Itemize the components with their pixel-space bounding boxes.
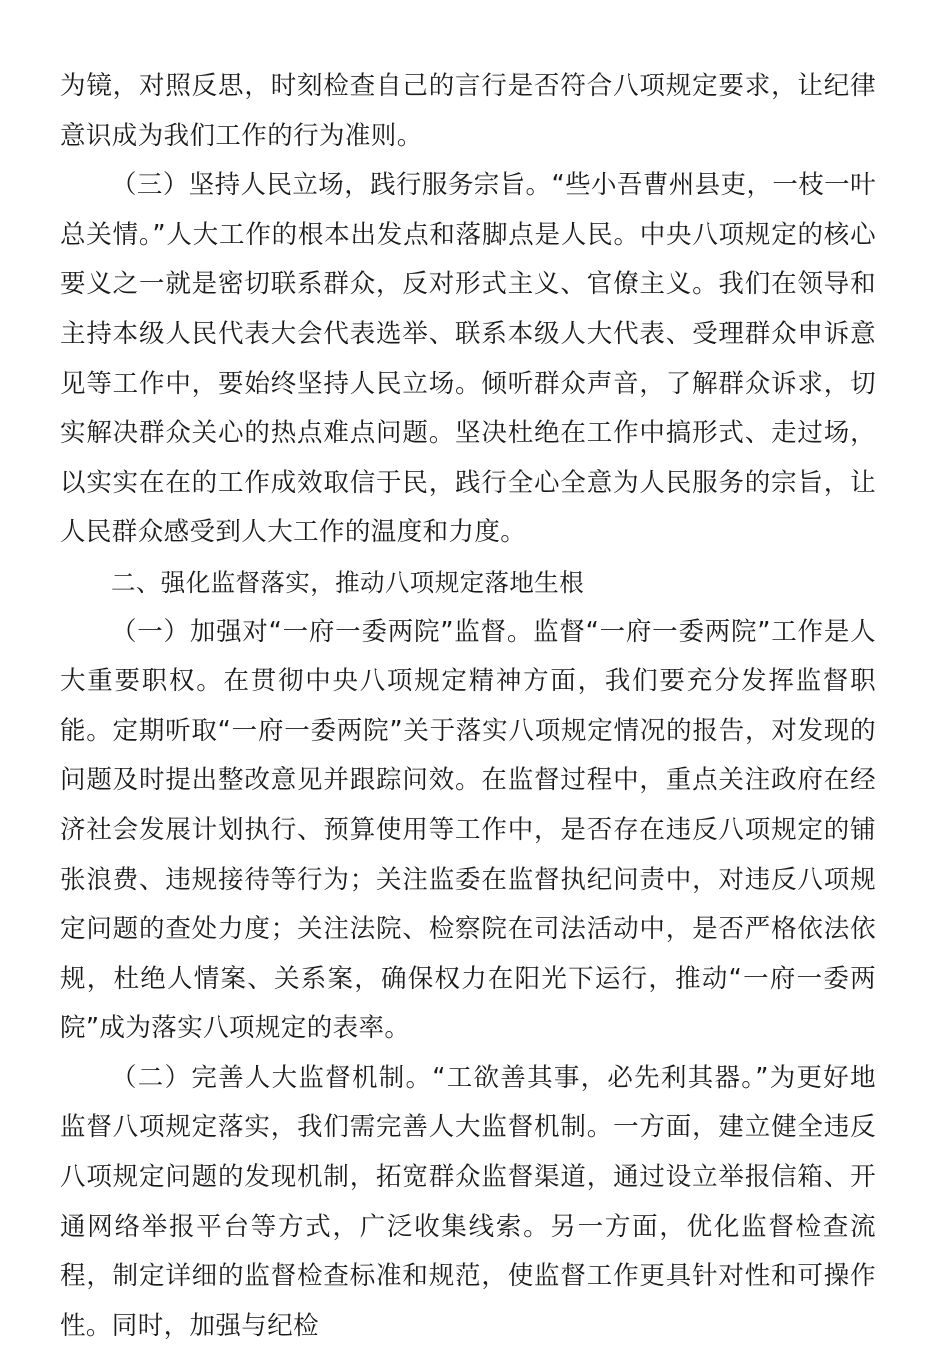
paragraph-continuation: 为镜，对照反思，时刻检查自己的言行是否符合八项规定要求，让纪律意识成为我们工作的行为准则。 — [60, 71, 876, 151]
section-heading-two: 二、强化监督落实，推动八项规定落地生根 — [111, 567, 585, 597]
paragraph-subsection-one: （一）加强对“一府一委两院”监督。监督“一府一委两院”工作是人大重要职权。在贯彻中央八项规定精神方面，我们要充分发挥监督职能。定期听取“一府一委两院”关于落实八项规定情况的报告，对发现的问题及时提出整改意见并跟踪问效。在监督过程中，重点关注政府在经济社会发展计划执行、预算使用等工作中，是否存在违反八项规定的铺张浪费、违规接待等行为；关注监委在监督执纪问责中，对违反八项规定问题的查处力度；关注法院、检察院在司法活动中，是否严格依法依规，杜绝人情案、关系案，确保权力在阳光下运行，推动“一府一委两院”成为落实八项规定的表率。 — [60, 616, 876, 1044]
paragraph-section-three: （三）坚持人民立场，践行服务宗旨。“些小吾曹州县吏，一枝一叶总关情。”人大工作的根本出发点和落脚点是人民。中央八项规定的核心要义之一就是密切联系群众，反对形式主义、官僚主义。我们在领导和主持本级人民代表大会代表选举、联系本级人大代表、受理群众申诉意见等工作中，要始终坚持人民立场。倾听群众声音，了解群众诉求，切实解决群众关心的热点难点问题。坚决杜绝在工作中搞形式、走过场，以实实在在的工作成效取信于民，践行全心全意为人民服务的宗旨，让人民群众感受到人大工作的温度和力度。 — [60, 170, 876, 548]
document-page — [60, 62, 876, 1351]
paragraph-subsection-two: （二）完善人大监督机制。“工欲善其事，必先利其器。”为更好地监督八项规定落实，我们需完善人大监督机制。一方面，建立健全违反八项规定问题的发现机制，拓宽群众监督渠道，通过设立举报信箱、开通网络举报平台等方式，广泛收集线索。另一方面，优化监督检查流程，制定详细的监督检查标准和规范，使监督工作更具针对性和可操作性。同时，加强与纪检 — [60, 1062, 876, 1341]
